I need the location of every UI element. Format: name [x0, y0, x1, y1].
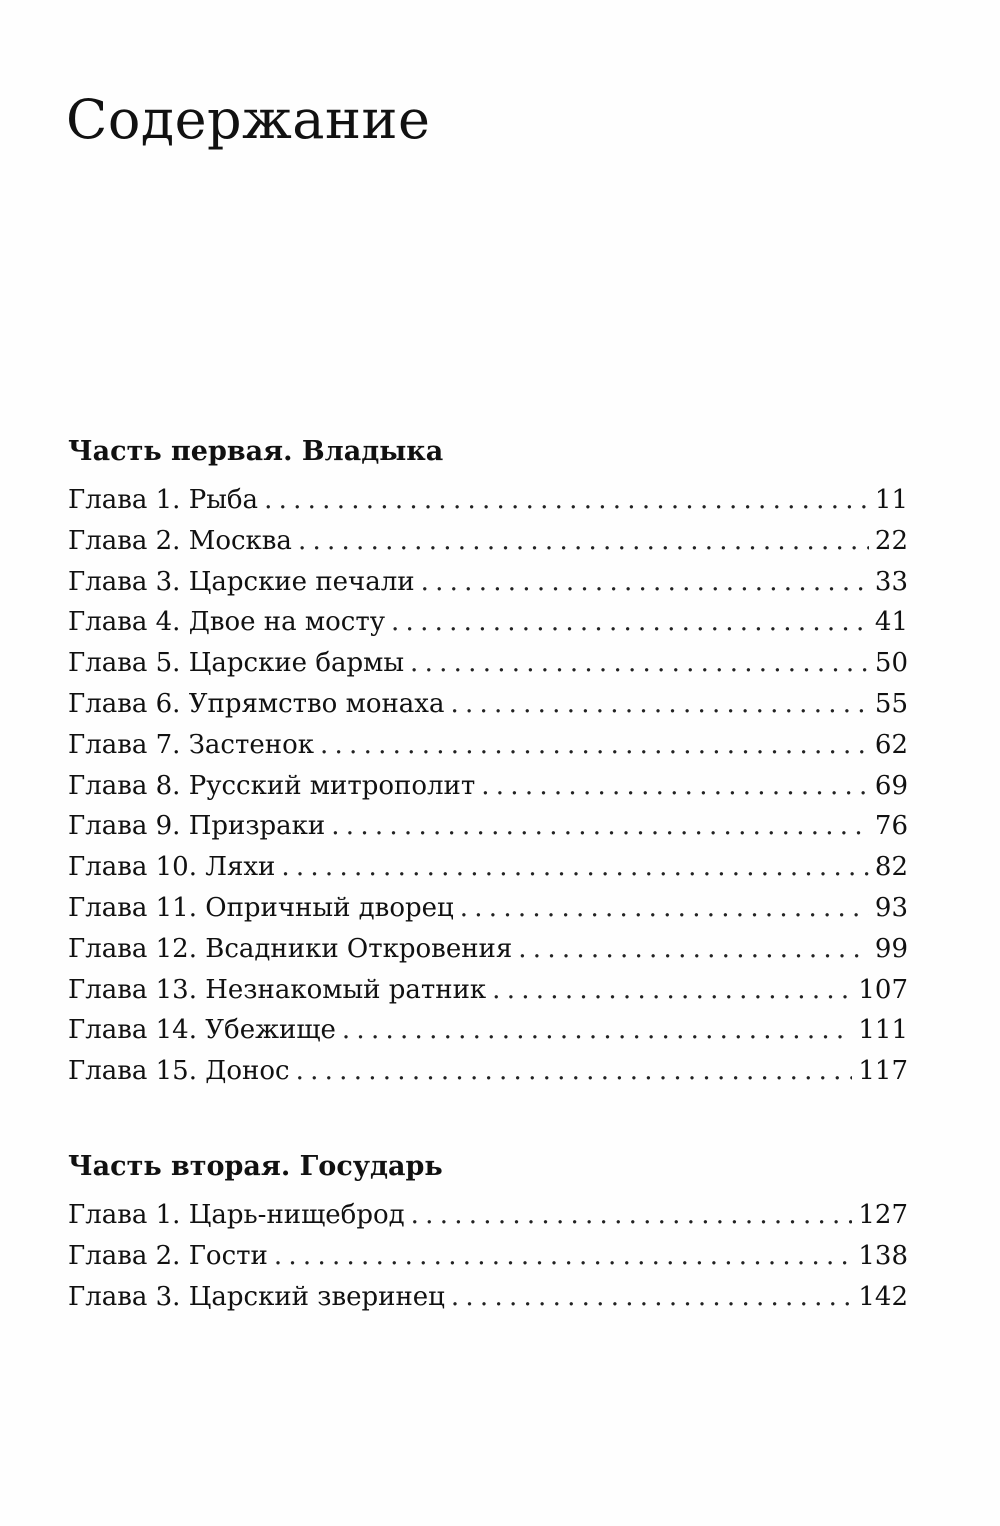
- dot-leader: [296, 1051, 853, 1092]
- toc-entry[interactable]: [68, 643, 908, 684]
- chapter-title: Глава 2. Москва: [68, 525, 292, 556]
- dot-leader: [298, 521, 869, 562]
- chapter-title: Глава 15. Донос: [68, 1056, 290, 1087]
- page-number: 93: [874, 892, 908, 923]
- chapter-title: Глава 1. Рыба: [68, 485, 259, 515]
- page-number: 33: [874, 566, 908, 597]
- chapter-title: Глава 7. Застенок: [68, 729, 314, 760]
- chapter-title: Глава 5. Царские бармы: [68, 648, 405, 679]
- dot-leader: [391, 602, 869, 643]
- chapter-title: Глава 3. Царские печали: [68, 566, 415, 597]
- toc-entry[interactable]: [68, 766, 908, 807]
- chapter-title: Глава 4. Двое на мосту: [68, 607, 386, 638]
- chapter-title: Глава 9. Призраки: [68, 811, 326, 842]
- dot-leader: [450, 684, 868, 725]
- toc-entry[interactable]: [68, 480, 908, 521]
- dot-leader: [410, 643, 869, 684]
- page-number: 99: [874, 933, 908, 964]
- chapter-title: Глава 3. Царский зверинец: [68, 1281, 445, 1312]
- toc-entry[interactable]: [68, 929, 908, 970]
- toc-entry[interactable]: [68, 725, 908, 766]
- toc-entry[interactable]: [68, 521, 908, 562]
- toc-entry[interactable]: [68, 1277, 908, 1318]
- dot-leader: [281, 847, 869, 888]
- page-title: Содержание: [66, 88, 431, 151]
- chapter-list: [68, 1195, 908, 1317]
- dot-leader: [320, 725, 869, 766]
- page-number: 111: [858, 1015, 908, 1046]
- chapter-title: Глава 2. Гости: [68, 1240, 268, 1271]
- page-number: 11: [874, 485, 908, 515]
- toc-entry[interactable]: [68, 1051, 908, 1092]
- page-number: 142: [858, 1281, 908, 1312]
- toc-entry[interactable]: [68, 888, 908, 929]
- chapter-title: Глава 14. Убежище: [68, 1015, 336, 1046]
- chapter-title: Глава 13. Незнакомый ратник: [68, 974, 487, 1005]
- part-heading: Часть первая. Владыка: [68, 436, 444, 467]
- page-number: 117: [858, 1056, 908, 1087]
- page-number: 55: [874, 688, 908, 719]
- toc-entry[interactable]: [68, 806, 908, 847]
- dot-leader: [331, 806, 869, 847]
- page-number: 69: [874, 770, 908, 801]
- dot-leader: [481, 766, 869, 807]
- toc-entry[interactable]: [68, 1236, 908, 1277]
- chapter-title: Глава 8. Русский митрополит: [68, 770, 476, 801]
- toc-entry[interactable]: [68, 847, 908, 888]
- toc-entry[interactable]: [68, 684, 908, 725]
- part-one: [68, 430, 908, 1092]
- dot-leader: [421, 562, 869, 603]
- toc-entry[interactable]: [68, 562, 908, 603]
- chapter-title: Глава 6. Упрямство монаха: [68, 688, 445, 719]
- dot-leader: [411, 1195, 853, 1236]
- page-number: 82: [874, 852, 908, 883]
- chapter-title: Глава 12. Всадники Откровения: [68, 933, 513, 964]
- page-number: 76: [874, 811, 908, 842]
- dot-leader: [451, 1277, 852, 1318]
- dot-leader: [264, 480, 869, 521]
- toc-entry[interactable]: [68, 970, 908, 1011]
- chapter-list: [68, 480, 908, 1092]
- dot-leader: [274, 1236, 853, 1277]
- page-number: 138: [858, 1240, 908, 1271]
- dot-leader: [518, 929, 869, 970]
- part-heading: Часть вторая. Государь: [68, 1151, 443, 1182]
- dot-leader: [342, 1010, 852, 1051]
- part-two: [68, 1145, 908, 1317]
- page-number: 41: [874, 607, 908, 638]
- chapter-title: Глава 1. Царь-нищеброд: [68, 1200, 405, 1230]
- page-number: 62: [874, 729, 908, 760]
- chapter-title: Глава 11. Опричный дворец: [68, 892, 454, 923]
- dot-leader: [460, 888, 869, 929]
- page-number: 127: [858, 1200, 908, 1230]
- dot-leader: [492, 970, 852, 1011]
- page-number: 50: [874, 648, 908, 679]
- toc-entry[interactable]: [68, 1010, 908, 1051]
- toc-entry[interactable]: [68, 1195, 908, 1236]
- page-number: 107: [858, 974, 908, 1005]
- toc-entry[interactable]: [68, 602, 908, 643]
- chapter-title: Глава 10. Ляхи: [68, 852, 276, 883]
- page-number: 22: [874, 525, 908, 556]
